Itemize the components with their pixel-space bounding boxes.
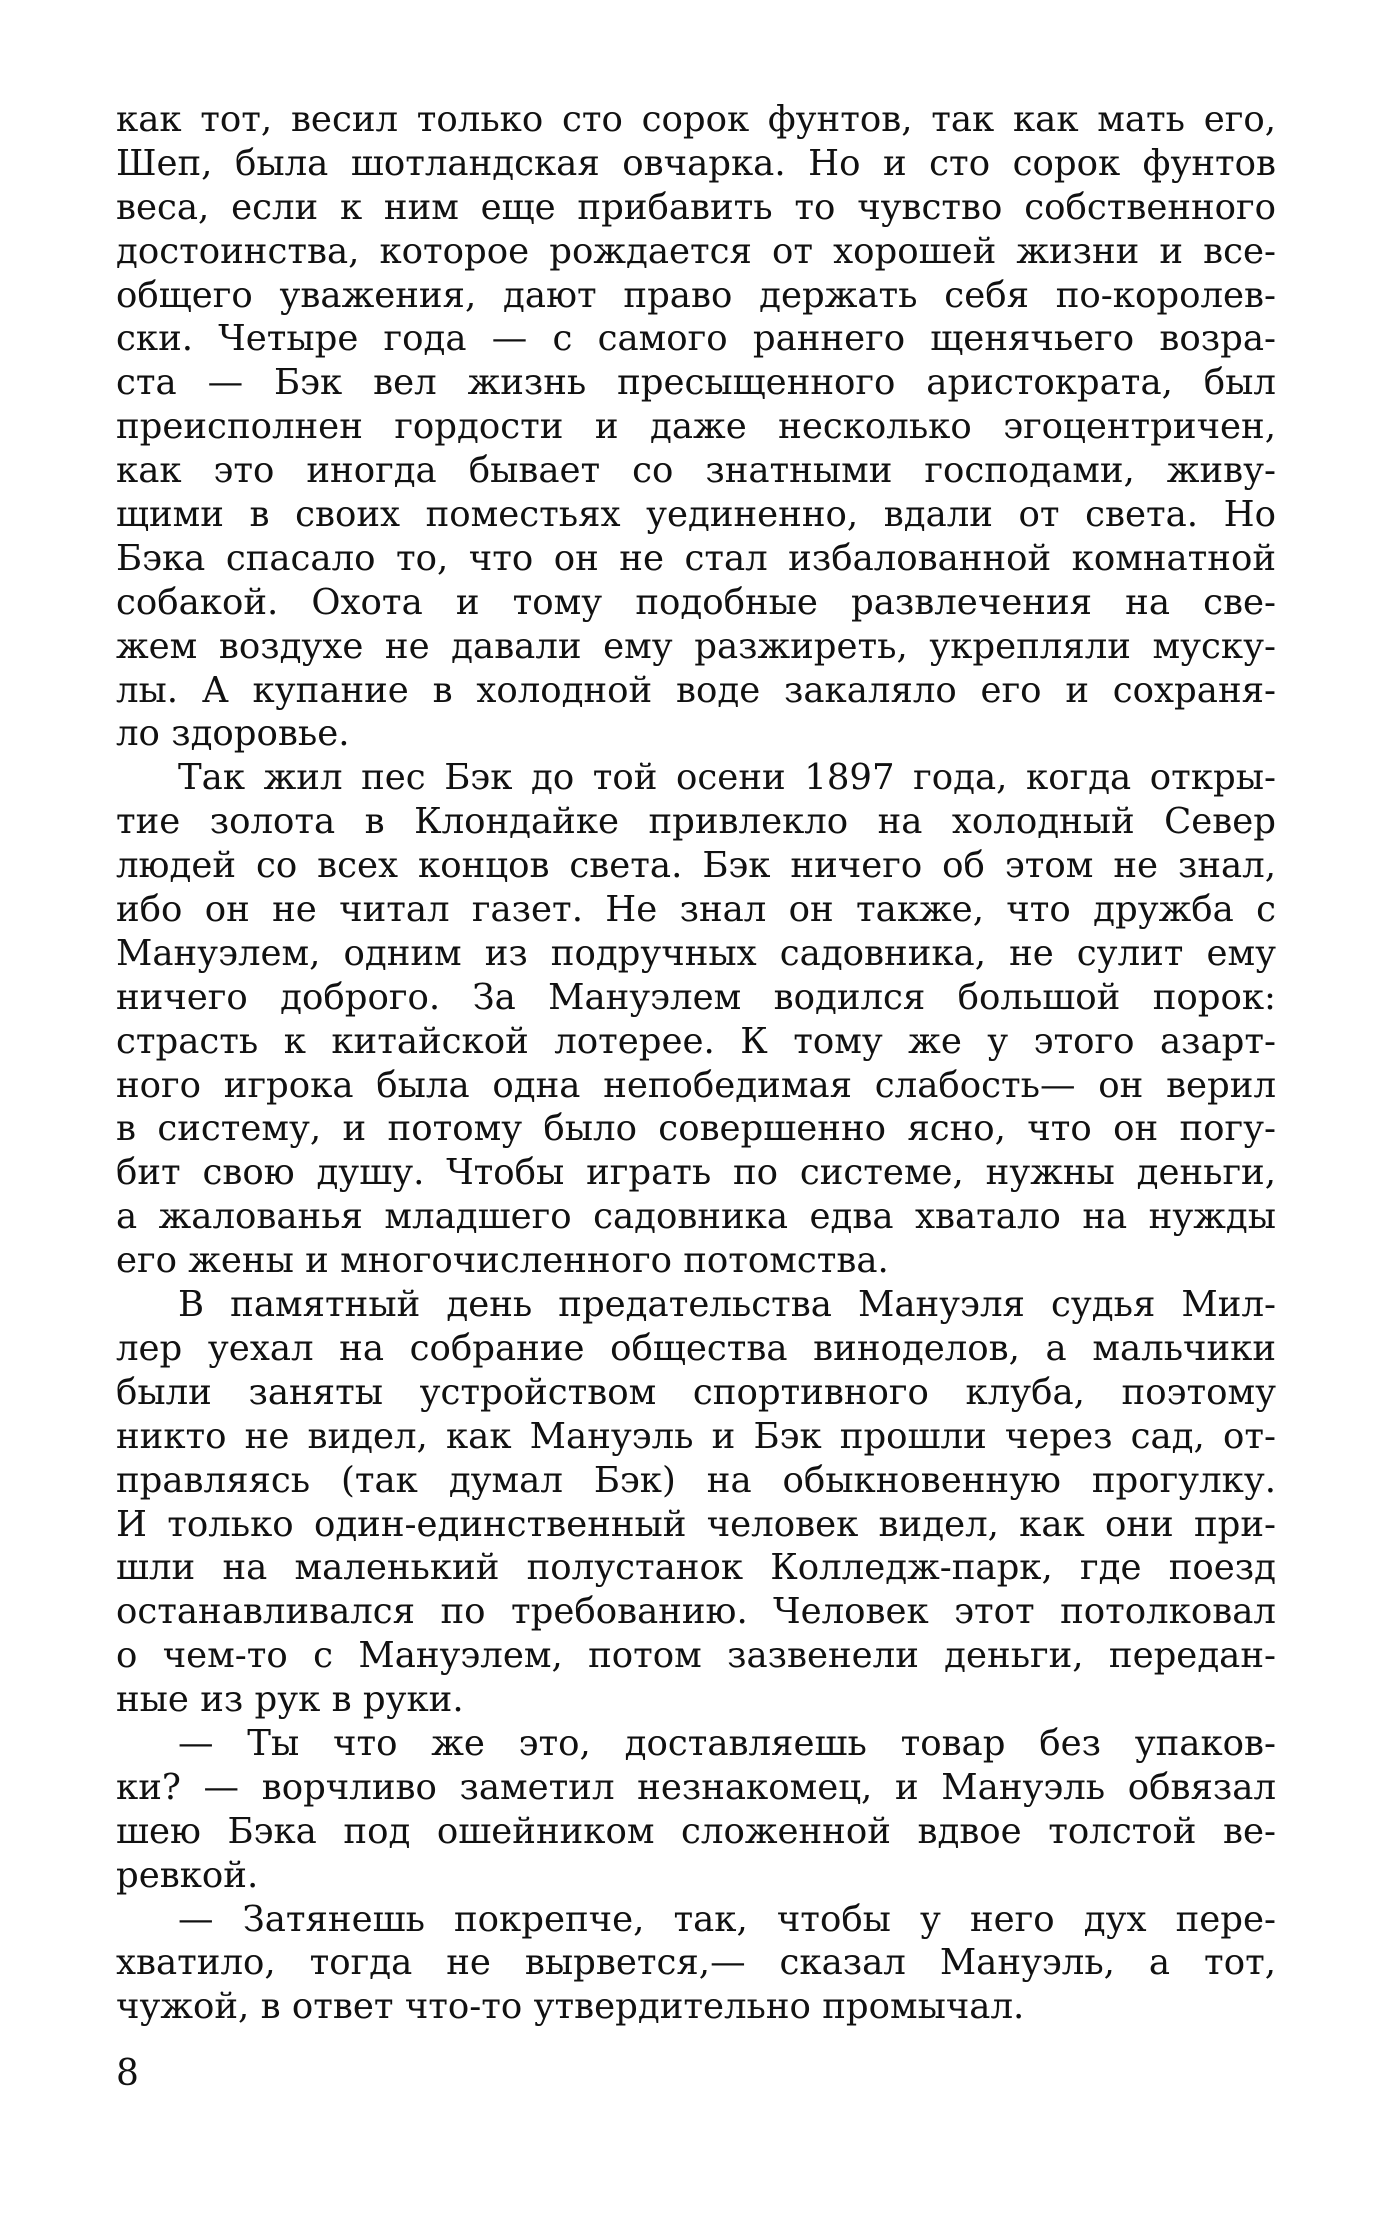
text-line: — Ты что же это, доставляешь товар без упаков- xyxy=(178,1722,1276,1764)
text-line: — Затянешь покрепче, так, чтобы у него дух пере- xyxy=(178,1898,1276,1940)
text-line: как тот, весил только сто сорок фунтов, так как мать его, xyxy=(116,99,1276,140)
text-line: ного игрока была одна непобедимая слабость— он верил xyxy=(116,1064,1276,1106)
text-line: ничего доброго. За Мануэлем водился большой порок: xyxy=(116,976,1276,1018)
text-line: собакой. Охота и тому подобные развлечения на све- xyxy=(116,581,1276,623)
text-line: о чем-то с Мануэлем, потом зазвенели деньги, передан- xyxy=(116,1635,1276,1677)
text-line: были заняты устройством спортивного клуба, поэтому xyxy=(116,1371,1276,1413)
text-line: шею Бэка под ошейником сложенной вдвое толстой ве- xyxy=(116,1810,1276,1852)
text-line: людей со всех концов света. Бэк ничего об этом не знал, xyxy=(116,845,1276,887)
text-line: как это иногда бывает со знатными господами, живу- xyxy=(116,450,1276,492)
text-line: страсть к китайской лотерее. К тому же у этого азарт- xyxy=(116,1020,1276,1062)
paragraph-4 xyxy=(116,1722,1276,1898)
text-line: ревкой. xyxy=(116,1854,259,1896)
text-line: никто не видел, как Мануэль и Бэк прошли через сад, от- xyxy=(116,1415,1276,1457)
text-line: И только один-единственный человек видел, как они при- xyxy=(116,1503,1276,1545)
text-line: хватило, тогда не вырвется,— сказал Мануэль, а тот, xyxy=(116,1942,1276,1984)
text-line: ные из рук в руки. xyxy=(116,1679,464,1721)
text-line: лер уехал на собрание общества виноделов, а мальчики xyxy=(116,1327,1276,1369)
text-line: Шеп, была шотландская овчарка. Но и сто сорок фунтов xyxy=(116,142,1276,184)
paragraph-5 xyxy=(116,1898,1276,2030)
text-line: ски. Четыре года — с самого раннего щенячьего возра- xyxy=(116,318,1276,360)
paragraph-1 xyxy=(116,98,1276,756)
text-line: в систему, и потому было совершенно ясно, что он погу- xyxy=(116,1108,1276,1150)
text-line: ибо он не читал газет. Не знал он также, что дружба с xyxy=(116,889,1276,931)
text-line: ста — Бэк вел жизнь пресыщенного аристократа, был xyxy=(116,362,1276,404)
text-line: Мануэлем, одним из подручных садовника, не сулит ему xyxy=(116,932,1276,974)
text-line: чужой, в ответ что-то утвердительно промычал. xyxy=(116,1986,1025,2028)
text-line: жем воздухе не давали ему разжиреть, укрепляли муску- xyxy=(116,625,1276,667)
text-line: ло здоровье. xyxy=(116,713,350,755)
paragraph-3 xyxy=(116,1283,1276,1722)
text-line: останавливался по требованию. Человек этот потолковал xyxy=(116,1591,1276,1633)
text-line: бит свою душу. Чтобы играть по системе, нужны деньги, xyxy=(116,1152,1276,1194)
text-line: а жалованья младшего садовника едва хватало на нужды xyxy=(116,1196,1276,1238)
text-line: Бэка спасало то, что он не стал избалованной комнатной xyxy=(116,537,1276,579)
text-line: достоинства, которое рождается от хорошей жизни и все- xyxy=(116,230,1276,272)
text-line: общего уважения, дают право держать себя по-королев- xyxy=(116,274,1276,316)
text-line: щими в своих поместьях уединенно, вдали от света. Но xyxy=(116,494,1276,536)
text-line: шли на маленький полустанок Колледж-парк, где поезд xyxy=(116,1547,1276,1589)
page-number: 8 xyxy=(116,2053,139,2094)
paragraph-2 xyxy=(116,756,1276,1283)
text-line: преисполнен гордости и даже несколько эгоцентричен, xyxy=(116,406,1276,448)
text-line: В памятный день предательства Мануэля судья Мил- xyxy=(178,1284,1276,1326)
text-body xyxy=(116,98,1276,2029)
text-line: Так жил пес Бэк до той осени 1897 года, когда откры- xyxy=(178,757,1276,799)
text-line: ки? — ворчливо заметил незнакомец, и Мануэль обвязал xyxy=(116,1766,1276,1808)
text-line: веса, если к ним еще прибавить то чувство собственного xyxy=(116,186,1276,228)
text-line: правляясь (так думал Бэк) на обыкновенную прогулку. xyxy=(116,1459,1276,1501)
text-line: его жены и многочисленного потомства. xyxy=(116,1240,889,1282)
text-line: лы. А купание в холодной воде закаляло его и сохраня- xyxy=(116,669,1276,711)
text-line: тие золота в Клондайке привлекло на холодный Север xyxy=(116,801,1276,843)
